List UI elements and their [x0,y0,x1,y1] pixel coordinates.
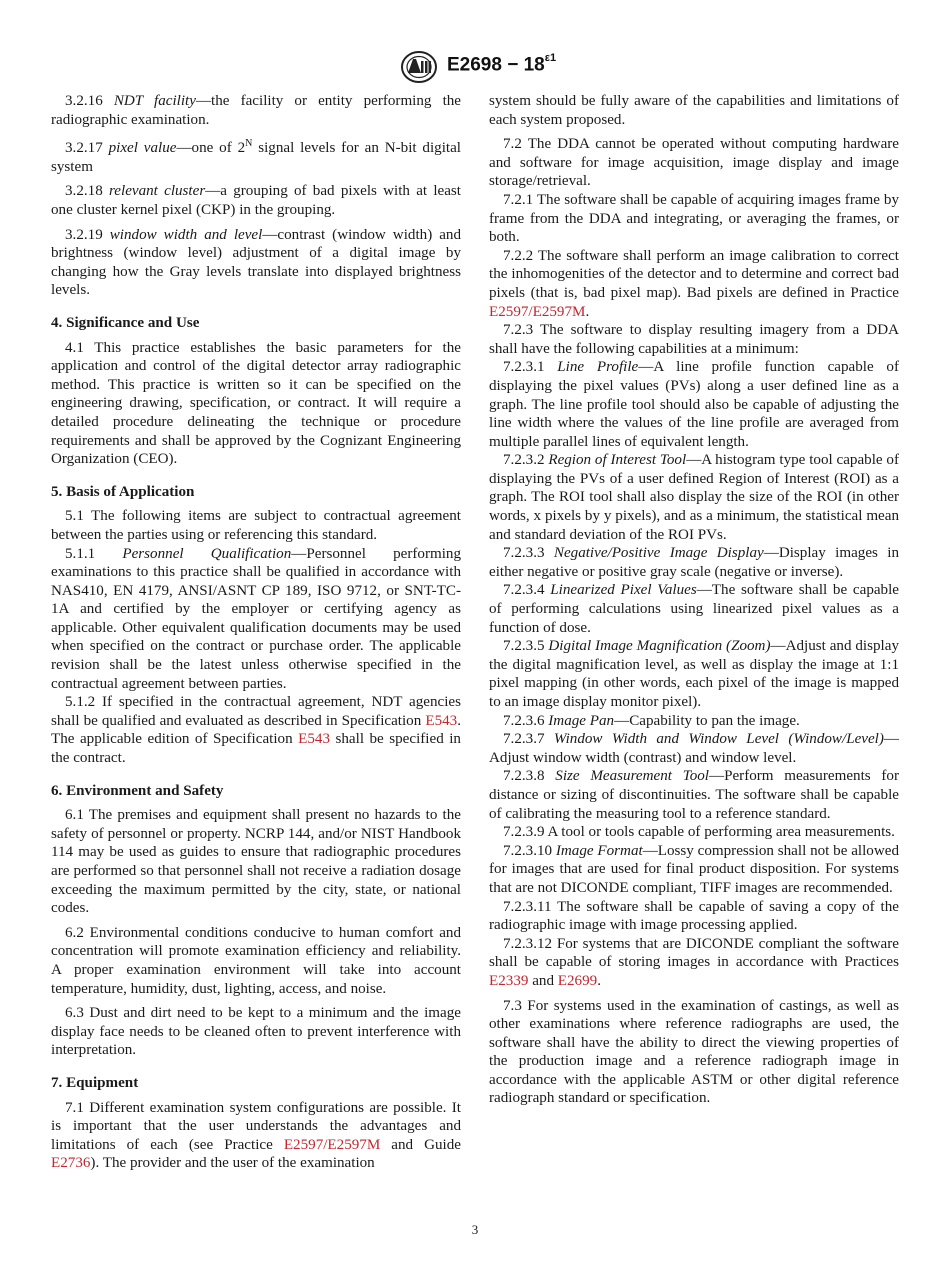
astm-logo-icon [399,50,439,84]
section-7-2-1: 7.2.1 The software shall be capable of acquiring images frame by frame from the DDA and integrating, or averaging the frames, or both. [489,191,899,246]
section-7-2-3-1: 7.2.3.1 Line Profile—A line profile function capable of displaying the pixel values (PVs) along a user defined line as a graph. The line profile tool should also be capable of adjusting the line width where the values of the line profile are averaged from multiple parallel lines of equivalent length. [489,359,899,450]
right-column [489,92,899,1108]
section-3-2-17: 3.2.17 pixel value—one of $2^N$ signal levels for an N-bit digital system [51,138,461,175]
document-designation: $E2698 - 18^{\varepsilon 1}$ [447,52,557,76]
section-7-2-3-11: 7.2.3.11 The software shall be capable of saving a copy of the radiographic image with image processing applied. [489,898,899,934]
heading-basis-of-application: 5. Basis of Application [51,483,195,500]
section-5-1-1: 5.1.1 Personnel Qualification—Personnel performing examinations to this practice shall be qualified in accordance with NAS410, EN 4179, ANSI/ASNT CP 189, ISO 9712, or SNT-TC-1A and certified by the employer or certifying agency as applicable. Other equivalent qualification documents may be used when specified on the contract or purchase order. The applicable revision shall be the latest unless otherwise specified in the contractual agreement between parties. [51,545,461,692]
section-7-1-continued: system should be fully aware of the capabilities and limitations of each system proposed. [489,93,899,128]
section-7-2-3-4: 7.2.3.4 Linearized Pixel Values—The software shall be capable of performing calculations using linearized pixel values as a function of dose. [489,582,899,636]
heading-environment-and-safety: 6. Environment and Safety [51,782,224,799]
section-7-2-3-6: 7.2.3.6 Image Pan—Capability to pan the image. [503,712,800,729]
section-4-1: 4.1 This practice establishes the basic parameters for the application and control of the digital detector array radiographic method. This practice is written so it can be specified on the engineering drawing, specification, or contract. It will require a detailed procedure delineating the technique or procedure requirements and shall be approved by the Cognizant Engineering Organization (CEO). [51,339,461,468]
section-7-2-3-10: 7.2.3.10 Image Format—Lossy compression shall not be allowed for images that are used for final product disposition. For systems that are not DICONDE compliant, TIFF images are recommended. [489,842,900,896]
section-7-2-2: 7.2.2 The software shall perform an image calibration to correct the inhomogenities of the detector and to determine and correct bad pixels (that is, bad pixel map). Bad pixels are defined in Practice E2597/E2597M. [489,247,899,320]
section-7-2-3-2: 7.2.3.2 Region of Interest Tool—A histogram type tool capable of displaying the PVs of a user defined Region of Interest (ROI) as a graph. The ROI tool shall also display the size of the ROI (in other words, x pixels by y pixels), and as a minimum, the statistical mean and standard deviation of the ROI PVs. [489,452,900,543]
section-7-2-3-9: 7.2.3.9 A tool or tools capable of performing area measurements. [503,824,895,841]
heading-equipment: 7. Equipment [51,1074,139,1091]
heading-significance-and-use: 4. Significance and Use [51,314,200,331]
left-column [51,92,461,1173]
section-7-2: 7.2 The DDA cannot be operated without computing hardware and software for image acquisition, image display and image storage/retrieval. [489,136,899,190]
section-6-2: 6.2 Environmental conditions conducive to human comfort and concentration will promote examination efficiency and reliability. A proper examination environment will take into account temperature, humidity, dust, lighting, access, and noise. [51,924,461,997]
section-7-2-3-12: 7.2.3.12 For systems that are DICONDE compliant the software shall be capable of storing images in accordance with Practices E2339 and E2699. [489,935,899,989]
section-3-2-16: 3.2.16 NDT facility—the facility or entity performing the radiographic examination. [51,93,462,128]
section-7-2-3-3: 7.2.3.3 Negative/Positive Image Display—Display images in either negative or positive gray scale (negative or inverse). [489,545,899,580]
section-7-1: 7.1 Different examination system configurations are possible. It is important that the user understands the advantages and limitations of each (see Practice E2597/E2597M and Guide E2736). The provider and the user of the examination [51,1099,461,1172]
link-e543[interactable]: E543 [425,712,458,729]
section-7-2-3-8: 7.2.3.8 Size Measurement Tool—Perform measurements for distance or sizing of discontinuities. The software shall be capable of calibrating the measuring tool to a reference standard. [489,768,899,822]
section-6-3: 6.3 Dust and dirt need to be kept to a minimum and the image display face needs to be cleaned often to prevent interference with interpretation. [51,1005,461,1059]
section-5-1-2: 5.1.2 If specified in the contractual agreement, NDT agencies shall be qualified and evaluated as described in Specification E543. The applicable edition of Specification E543 shall be specified in the contract. [51,694,461,767]
link-e2597[interactable]: E2597/E2597M [489,303,586,320]
section-5-1: 5.1 The following items are subject to contractual agreement between the parties using or referencing this standard. [51,508,461,543]
section-7-2-3-7: 7.2.3.7 Window Width and Window Level (Window/Level)—Adjust window width (contrast) and window level. [489,731,899,766]
page-number: 3 [471,1222,479,1237]
link-e2736[interactable]: E2736 [51,1155,91,1172]
link-e2339[interactable]: E2339 [489,972,529,989]
page-header [0,46,950,86]
section-7-2-3: 7.2.3 The software to display resulting imagery from a DDA shall have the following capabilities at a minimum: [489,322,899,357]
section-7-2-3-5: 7.2.3.5 Digital Image Magnification (Zoom)—Adjust and display the digital magnification level, as well as display the image at 1:1 pixel mapping (in other words, each pixel of the image is mapped to an image display monitor pixel). [489,638,899,710]
link-e543[interactable]: E543 [298,731,330,748]
section-3-2-18: 3.2.18 relevant cluster—a grouping of bad pixels with at least one cluster kernel pixel (CKP) in the grouping. [51,183,461,218]
section-6-1: 6.1 The premises and equipment shall present no hazards to the safety of personnel or property. NCRP 144, and/or NIST Handbook 114 may be used as guides to ensure that radiographic procedures are performed so that personnel shall not receive a radiation dosage exceeding the maximum permitted by the city, state, or national codes. [51,807,461,917]
link-e2597[interactable]: E2597/E2597M [283,1136,381,1153]
link-e2699[interactable]: E2699 [557,972,598,989]
section-3-2-19: 3.2.19 window width and level—contrast (window width) and brightness (window level) adjustment of a digital image by changing how the Gray levels translate into displayed brightness levels. [51,226,461,299]
section-7-3: 7.3 For systems used in the examination of castings, as well as other examinations where reference radiographs are used, the software shall have the ability to direct the viewing properties of the production image and a reference radiograph image in accordance with the applicable ASTM or other digital reference radiograph standard or specification. [489,997,899,1107]
